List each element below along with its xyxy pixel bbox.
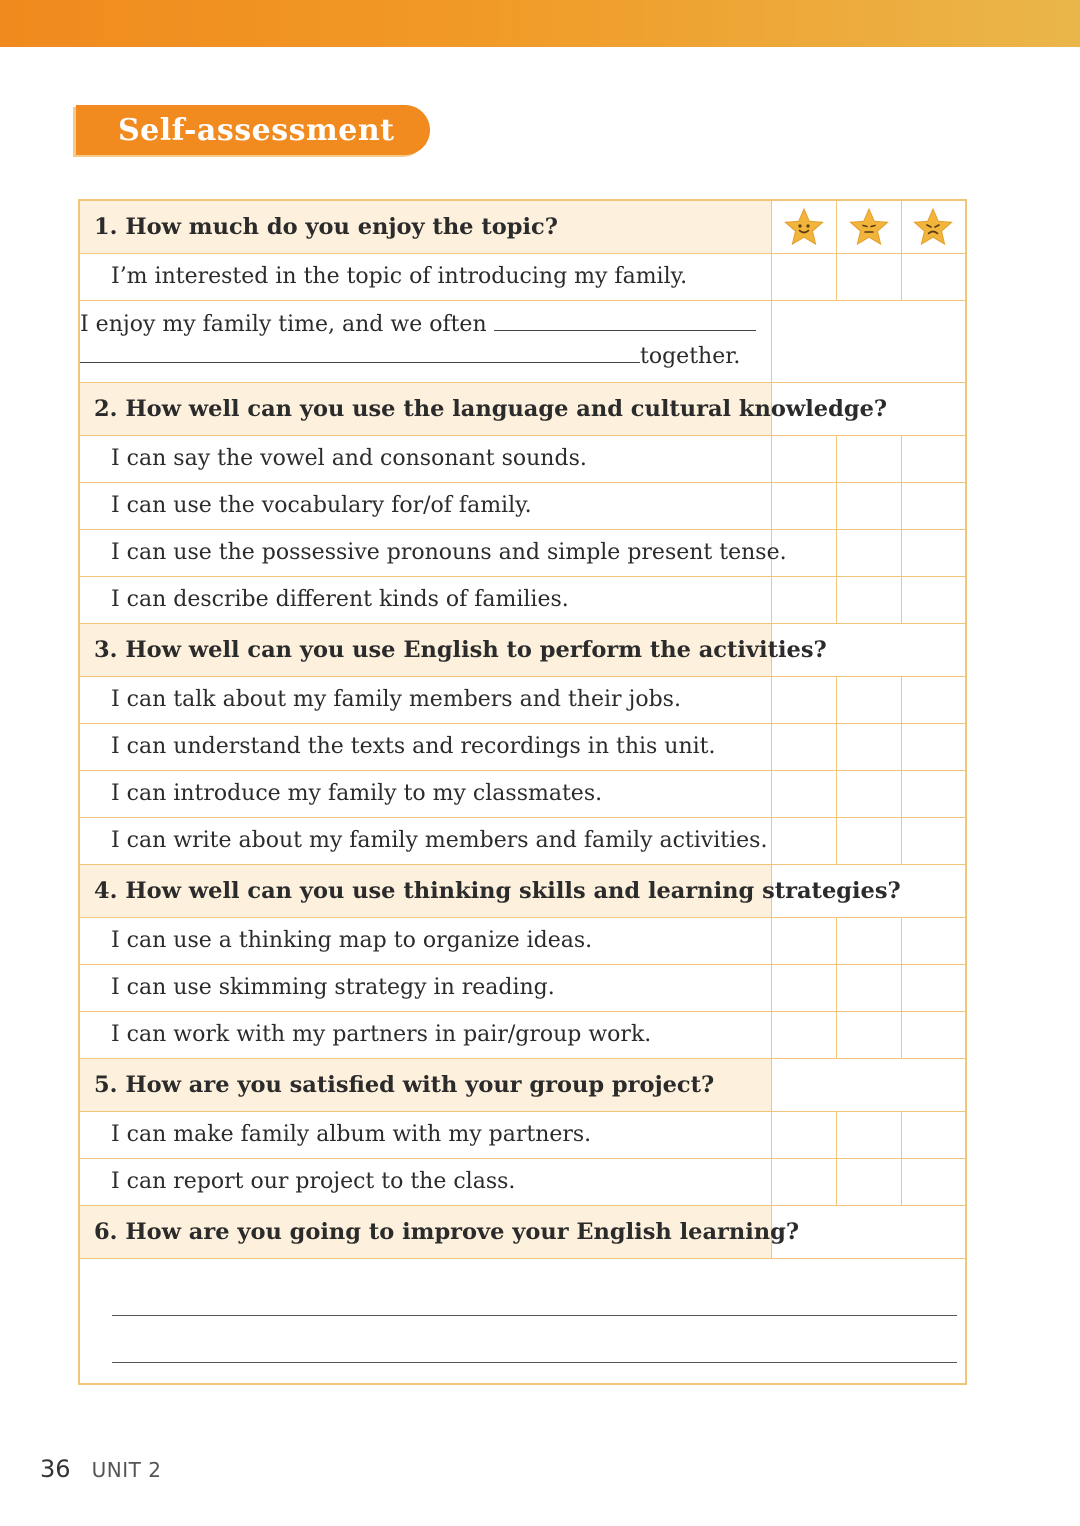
question-row: [79, 1058, 966, 1111]
statement-row: [79, 576, 966, 623]
answer-area[interactable]: [79, 1258, 966, 1384]
rating-box[interactable]: [836, 482, 901, 529]
rating-box[interactable]: [901, 723, 966, 770]
fill-in-statement: [79, 300, 771, 382]
rating-box[interactable]: [836, 1158, 901, 1205]
rating-box[interactable]: [836, 1111, 901, 1158]
rating-box[interactable]: [771, 964, 836, 1011]
rating-box[interactable]: [836, 253, 901, 300]
question-text: 5. How are you satisfied with your group project?: [79, 1058, 771, 1111]
fill-in-prefix: I enjoy my family time, and we often: [80, 312, 487, 337]
rating-box[interactable]: [901, 253, 966, 300]
rating-box[interactable]: [771, 1158, 836, 1205]
rating-box[interactable]: [836, 964, 901, 1011]
page-number: 36: [40, 1455, 71, 1483]
statement-row: [79, 435, 966, 482]
question-text: 1. How much do you enjoy the topic?: [79, 200, 771, 253]
rating-box[interactable]: [836, 817, 901, 864]
rating-box[interactable]: [836, 676, 901, 723]
rating-box[interactable]: [836, 770, 901, 817]
fill-in-blank[interactable]: [80, 344, 640, 363]
statement-text: I’m interested in the topic of introducing my family.: [79, 253, 771, 300]
statement-text: I can use skimming strategy in reading.: [79, 964, 771, 1011]
statement-text: I can use the possessive pronouns and simple present tense.: [79, 529, 771, 576]
statement-text: I can say the vowel and consonant sounds.: [79, 435, 771, 482]
rating-box[interactable]: [836, 917, 901, 964]
statement-row: [79, 817, 966, 864]
question-text: 4. How well can you use thinking skills and learning strategies?: [79, 864, 771, 917]
rating-box[interactable]: [901, 770, 966, 817]
rating-box[interactable]: [771, 817, 836, 864]
rating-box[interactable]: [901, 1111, 966, 1158]
rating-box[interactable]: [771, 723, 836, 770]
empty-rating-area: [771, 1205, 966, 1258]
statement-row: [79, 676, 966, 723]
self-assessment-table: [78, 199, 967, 1385]
statement-row: [79, 1158, 966, 1205]
question-text: 2. How well can you use the language and cultural knowledge?: [79, 382, 771, 435]
section-title: Self-assessment: [118, 112, 395, 148]
rating-header-smile: [771, 200, 836, 253]
empty-rating-area: [771, 300, 966, 382]
statement-row: [79, 770, 966, 817]
statement-text: I can write about my family members and family activities.: [79, 817, 771, 864]
statement-text: I can work with my partners in pair/group work.: [79, 1011, 771, 1058]
rating-box[interactable]: [771, 917, 836, 964]
rating-box[interactable]: [836, 529, 901, 576]
rating-box[interactable]: [901, 917, 966, 964]
rating-box[interactable]: [836, 435, 901, 482]
neutral-star-icon: [848, 207, 890, 247]
statement-row: [79, 723, 966, 770]
page-footer: [40, 1455, 161, 1483]
rating-box[interactable]: [901, 1158, 966, 1205]
statement-text: I can introduce my family to my classmates.: [79, 770, 771, 817]
rating-box[interactable]: [771, 676, 836, 723]
statement-row: [79, 482, 966, 529]
statement-row-fill-in: [79, 300, 966, 382]
question-row: [79, 200, 966, 253]
rating-box[interactable]: [771, 435, 836, 482]
question-row: [79, 623, 966, 676]
statement-row: [79, 253, 966, 300]
rating-box[interactable]: [771, 1011, 836, 1058]
sad-star-icon: [912, 207, 954, 247]
statement-text: I can use a thinking map to organize ideas.: [79, 917, 771, 964]
rating-box[interactable]: [771, 1111, 836, 1158]
rating-box[interactable]: [901, 676, 966, 723]
statement-row: [79, 917, 966, 964]
statement-text: I can make family album with my partners.: [79, 1111, 771, 1158]
answer-row: [79, 1258, 966, 1384]
rating-box[interactable]: [771, 253, 836, 300]
statement-text: I can describe different kinds of families.: [79, 576, 771, 623]
statement-text: I can use the vocabulary for/of family.: [79, 482, 771, 529]
statement-row: [79, 964, 966, 1011]
rating-box[interactable]: [901, 817, 966, 864]
question-row: [79, 382, 966, 435]
rating-box[interactable]: [901, 576, 966, 623]
rating-box[interactable]: [771, 482, 836, 529]
rating-box[interactable]: [901, 1011, 966, 1058]
rating-box[interactable]: [836, 1011, 901, 1058]
statement-text: I can report our project to the class.: [79, 1158, 771, 1205]
question-text: 6. How are you going to improve your English learning?: [79, 1205, 771, 1258]
section-title-badge: [76, 105, 430, 155]
rating-header-sad: [901, 200, 966, 253]
rating-box[interactable]: [901, 435, 966, 482]
rating-box[interactable]: [901, 964, 966, 1011]
empty-rating-area: [771, 1058, 966, 1111]
smile-star-icon: [783, 207, 825, 247]
statement-row: [79, 529, 966, 576]
fill-in-blank[interactable]: [494, 312, 756, 331]
rating-box[interactable]: [771, 576, 836, 623]
top-banner: [0, 0, 1080, 47]
unit-label: UNIT 2: [91, 1458, 162, 1482]
rating-box[interactable]: [901, 482, 966, 529]
question-row: [79, 1205, 966, 1258]
rating-box[interactable]: [771, 770, 836, 817]
fill-in-suffix: together.: [640, 344, 741, 369]
statement-row: [79, 1111, 966, 1158]
question-text: 3. How well can you use English to perform the activities?: [79, 623, 771, 676]
question-row: [79, 864, 966, 917]
rating-box[interactable]: [836, 723, 901, 770]
rating-box[interactable]: [836, 576, 901, 623]
statement-row: [79, 1011, 966, 1058]
rating-box[interactable]: [901, 529, 966, 576]
statement-text: I can understand the texts and recordings in this unit.: [79, 723, 771, 770]
rating-header-neutral: [836, 200, 901, 253]
statement-text: I can talk about my family members and their jobs.: [79, 676, 771, 723]
